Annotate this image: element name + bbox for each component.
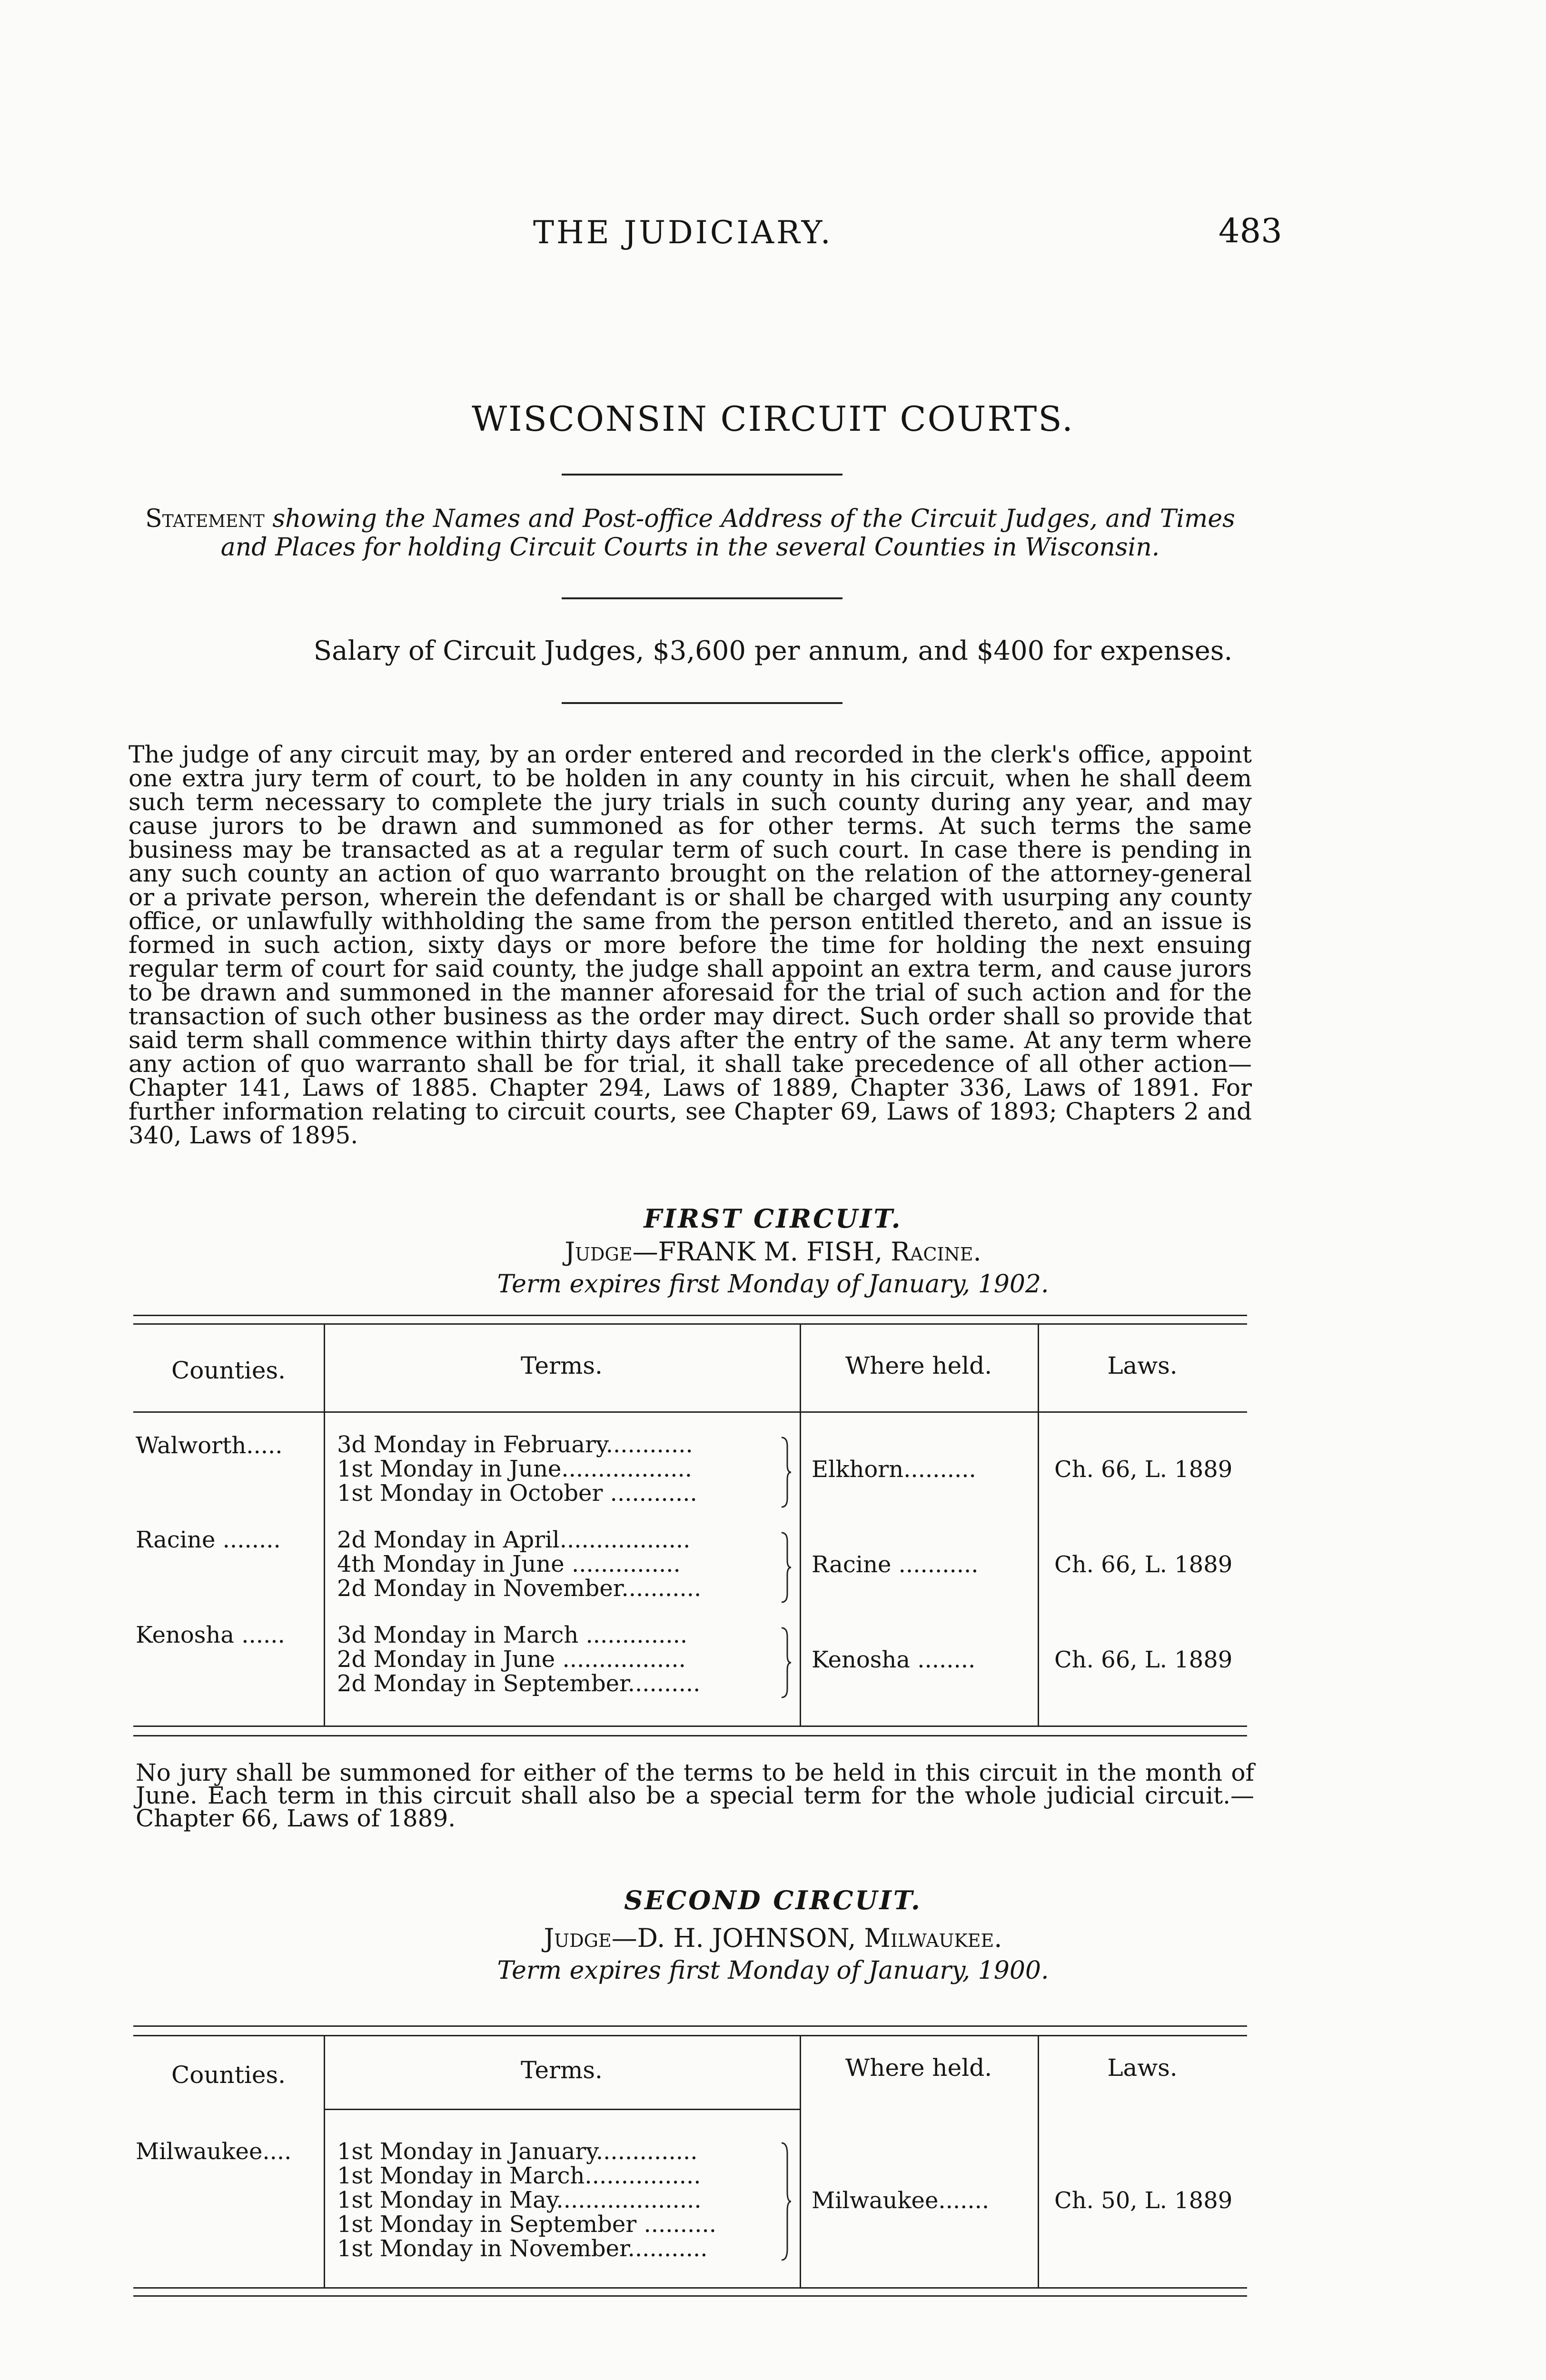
header-terms: Terms. [521,2056,603,2084]
divider [562,597,842,599]
term: 2d Monday in November........... [337,1575,702,1602]
statement-text: showing the Names and Post-office Address of the Circuit Judges, and Times and Places for holding Circuit Courts in the several Counties in Wisconsin. [220,505,1235,562]
running-head: THE JUDICIARY. [533,214,833,251]
where-held: Milwaukee....... [812,2187,990,2214]
header-terms: Terms. [521,1352,603,1379]
county: Milwaukee.... [136,2138,292,2165]
second-circuit-judge: Judge—D. H. JOHNSON, Milwaukee. [544,1923,1002,1953]
second-circuit-title: SECOND CIRCUIT. [624,1885,922,1915]
term: 1st Monday in May.................... [337,2187,702,2213]
laws: Ch. 66, L. 1889 [1054,1551,1233,1578]
intro-paragraph: The judge of any circuit may, by an order entered and recorded in the clerk's office, appoint one extra jury term of court, to be holden in any county in his circuit, when he shall deem such term necessary to complete the jury trials in such county during any year, and may cause jurors to be drawn and summoned as for other terms. At such terms the same business may be transacted as at a regular term of such court. In case there is pending in any such county an action of quo warranto brought on the relation of the attorney-general or a private person, wherein the defendant is or shall be charged with usurping any county office, or unlawfully withholding the same from the person entitled thereto, and an issue is formed in such action, sixty days or more before the time for holding the next ensuing regular term of court for said county, the judge shall appoint an extra term, and cause jurors to be drawn and summoned in the manner aforesaid for the trial of such action and for the transaction of such other business as the order may direct. Such order shall so provide that said term shall commence within thirty days after the entry of the same. At any term where any action of quo warranto shall be for trial, it shall take precedence of all other action—Chapter 141, Laws of 1885. Chapter 294, Laws of 1889, Chapter 336, Laws of 1891. For further information relating to circuit courts, see Chapter 69, Laws of 1893; Chapters 2 and 340, Laws of 1895. [129,741,1252,1149]
page-number: 483 [1219,211,1282,250]
header-counties: Counties. [171,2061,286,2089]
laws: Ch. 50, L. 1889 [1054,2187,1233,2214]
first-circuit-note: No jury shall be summoned for either of the terms to be held in this circuit in the month of June. Each term in this circuit shall also be a special term for the whole judicial circuit.—Chapter 66, Laws of 1889. [136,1759,1254,1832]
first-circuit-judge: Judge—FRANK M. FISH, Racine. [565,1237,981,1267]
term: 1st Monday in March................ [337,2162,701,2189]
statement-lead: Statement [145,505,265,533]
header-laws: Laws. [1107,1352,1178,1379]
header-laws: Laws. [1107,2054,1178,2082]
term: 3d Monday in February............ [337,1431,693,1458]
brace-icon [781,1437,791,1508]
where-held: Kenosha ........ [812,1646,976,1673]
second-circuit-term: Term expires first Monday of January, 1900. [497,1956,1049,1985]
first-circuit-term: Term expires first Monday of January, 1902. [497,1270,1049,1299]
page-title: WISCONSIN CIRCUIT COURTS. [472,399,1074,439]
term: 1st Monday in September .......... [337,2211,717,2238]
term: 1st Monday in November........... [337,2235,708,2262]
salary-line: Salary of Circuit Judges, $3,600 per annum, and $400 for expenses. [313,635,1233,666]
county: Racine ........ [136,1527,281,1553]
term: 3d Monday in March .............. [337,1622,688,1648]
first-circuit-title: FIRST CIRCUIT. [644,1203,902,1234]
term: 1st Monday in June.................. [337,1456,693,1482]
laws: Ch. 66, L. 1889 [1054,1456,1233,1483]
brace-icon [781,2142,791,2261]
county: Walworth..... [136,1432,283,1459]
where-held: Elkhorn.......... [812,1456,976,1483]
laws: Ch. 66, L. 1889 [1054,1646,1233,1673]
term: 2d Monday in June ................. [337,1646,686,1673]
term: 4th Monday in June ............... [337,1551,681,1577]
divider [562,702,842,704]
divider [562,474,842,476]
brace-icon [781,1627,791,1698]
where-held: Racine ........... [812,1551,979,1578]
header-where: Where held. [845,1352,992,1379]
header-counties: Counties. [171,1357,286,1384]
brace-icon [781,1532,791,1603]
term: 1st Monday in October ............ [337,1480,697,1507]
term: 2d Monday in April.................. [337,1527,691,1553]
statement [119,505,1261,562]
county: Kenosha ...... [136,1622,285,1648]
term: 2d Monday in September.......... [337,1670,701,1697]
header-where: Where held. [845,2054,992,2082]
term: 1st Monday in January.............. [337,2138,698,2165]
